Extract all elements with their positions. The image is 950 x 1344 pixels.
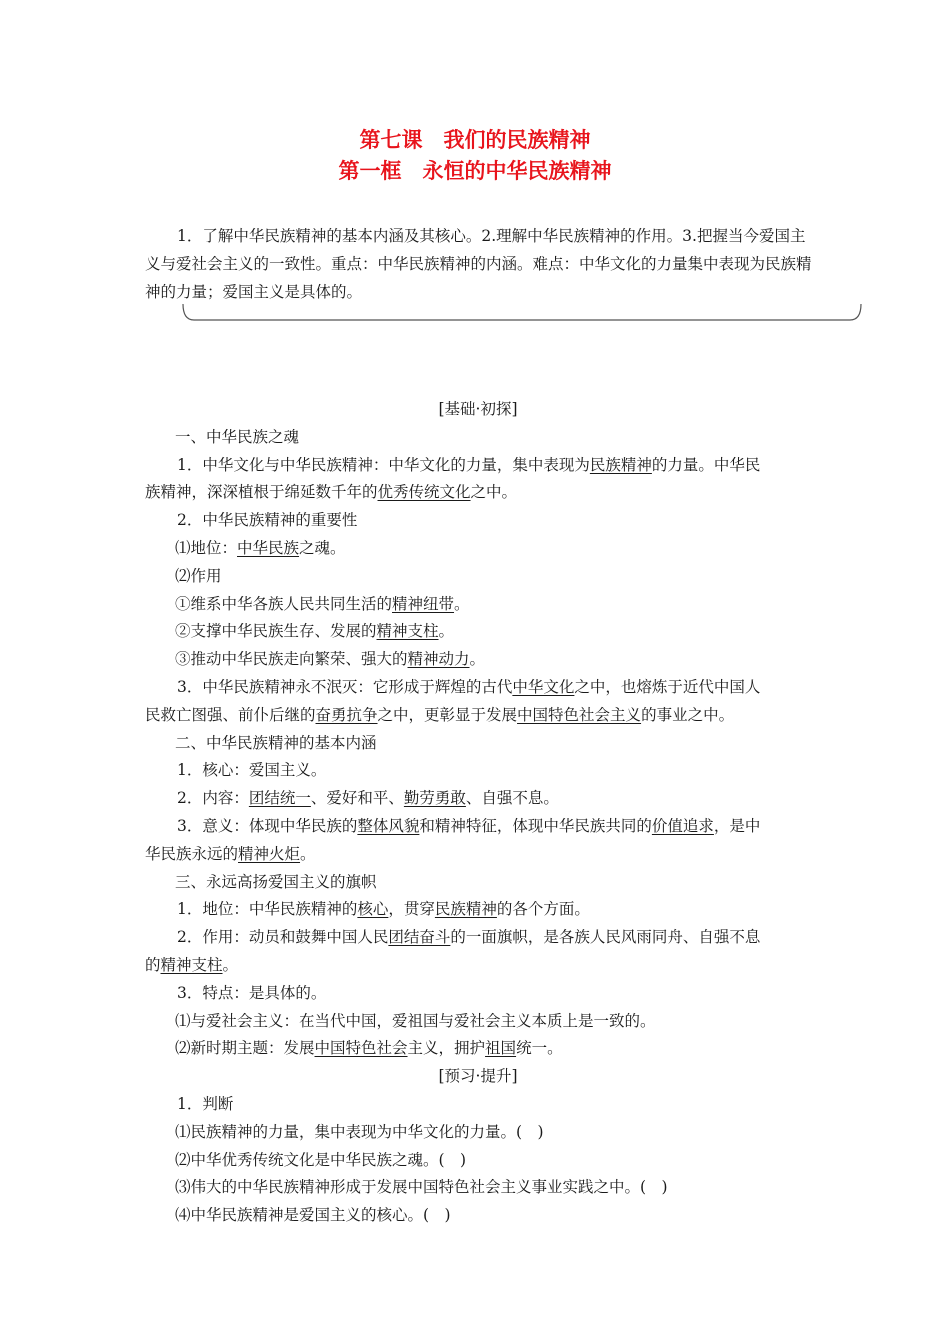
- exercise-item: ⑶伟大的中华民族精神形成于发展中国特色社会主义事业实践之中。( ): [175, 1178, 668, 1197]
- text: 。: [222, 955, 239, 974]
- section-preview-header: [预习·提升]: [438, 1067, 518, 1086]
- text: 的各个方面。: [496, 900, 590, 919]
- exercise-heading: 1．判断: [177, 1094, 234, 1113]
- lesson-title: 第七课 我们的民族精神: [359, 128, 591, 152]
- paragraph: [145, 924, 811, 952]
- exercise-item: ⑴民族精神的力量，集中表现为中华文化的力量。( ): [175, 1122, 544, 1141]
- text: 1．中华文化与中华民族精神：中华文化的力量，集中表现为: [177, 455, 590, 474]
- text: 。: [438, 622, 455, 641]
- text: 之中。: [470, 483, 518, 502]
- text: 。: [469, 650, 486, 669]
- section-basic-header: [基础·初探]: [438, 400, 518, 418]
- text: 3．中华民族精神永不泯灭：它形成于辉煌的古代: [177, 677, 513, 696]
- key-term: 团结奋斗: [388, 928, 451, 947]
- heading-1: 一、中华民族之魂: [175, 427, 300, 446]
- text: 华民族永远的: [145, 844, 239, 863]
- text: 1．地位：中华民族精神的: [177, 900, 358, 919]
- paragraph: [145, 479, 811, 507]
- heading-2: 二、中华民族精神的基本内涵: [175, 733, 377, 752]
- key-term: 祖国: [485, 1039, 517, 1058]
- key-term: 奋勇抗争: [315, 705, 378, 724]
- paragraph: [145, 785, 811, 813]
- paragraph: [145, 841, 811, 869]
- key-term: 精神动力: [407, 650, 470, 669]
- section-title: 第一框 永恒的中华民族精神: [338, 159, 612, 183]
- subheading: 2．中华民族精神的重要性: [177, 511, 358, 530]
- text: 和精神特征，体现中华民族共同的: [419, 816, 652, 835]
- paragraph: [145, 952, 811, 980]
- key-term: 民族精神: [434, 900, 497, 919]
- list-item: [145, 1035, 811, 1063]
- list-item: [145, 618, 811, 646]
- text: ②支撑中华民族生存、发展的: [175, 622, 377, 641]
- key-term: 整体风貌: [357, 816, 420, 835]
- list-item: [145, 646, 811, 674]
- text: 之中，也熔炼于近代中国人: [574, 677, 761, 696]
- key-term: 中国特色社会主义: [517, 705, 642, 724]
- text: 的: [145, 955, 161, 974]
- paragraph: 1．核心：爱国主义。: [177, 761, 327, 780]
- key-term: 民族精神: [589, 455, 652, 474]
- key-term: 精神纽带: [392, 594, 455, 613]
- paragraph: [145, 813, 811, 841]
- text: 民救亡图强、前仆后继的: [145, 705, 316, 724]
- text: ⑵新时期主题：发展: [175, 1039, 315, 1058]
- key-term: 勤劳勇敢: [403, 789, 466, 808]
- key-term: 价值追求: [651, 816, 714, 835]
- text: 2．内容：: [177, 789, 249, 808]
- text: 的力量。中华民: [651, 455, 761, 474]
- paragraph: 3．特点：是具体的。: [177, 983, 327, 1002]
- paragraph: [145, 674, 811, 702]
- text: 、爱好和平、: [310, 789, 404, 808]
- exercise-item: ⑷中华民族精神是爱国主义的核心。( ): [175, 1206, 451, 1225]
- objectives-bracket: [182, 302, 862, 322]
- list-item: [145, 535, 811, 563]
- key-term: 优秀传统文化: [377, 483, 471, 502]
- paragraph: [145, 702, 811, 730]
- text: ，贯穿: [388, 900, 435, 919]
- key-term: 核心: [357, 900, 389, 919]
- text: 。: [454, 594, 470, 613]
- list-item: ⑵作用: [175, 566, 222, 585]
- text: 之魂。: [299, 538, 346, 557]
- text: 3．意义：体现中华民族的: [177, 816, 358, 835]
- heading-3: 三、永远高扬爱国主义的旗帜: [175, 872, 377, 891]
- exercise-item: ⑵中华优秀传统文化是中华民族之魂。( ): [175, 1150, 467, 1169]
- list-item: ⑴与爱社会主义：在当代中国，爱祖国与爱社会主义本质上是一致的。: [175, 1011, 656, 1030]
- text: ，是中: [713, 816, 761, 835]
- text: 族精神，深深植根于绵延数千年的: [145, 483, 378, 502]
- paragraph: [145, 896, 811, 924]
- key-term: 中华民族: [237, 538, 300, 557]
- text: ③推动中华民族走向繁荣、强大的: [175, 650, 408, 669]
- paragraph: [145, 452, 811, 480]
- text: 主义，拥护: [407, 1039, 486, 1058]
- text: 统一。: [516, 1039, 563, 1058]
- key-term: 精神支柱: [160, 955, 223, 974]
- text: 、自强不息。: [465, 789, 559, 808]
- text: 的事业之中。: [641, 705, 735, 724]
- key-term: 团结统一: [248, 789, 311, 808]
- text: ⑴地位：: [175, 538, 238, 557]
- key-term: 精神火炬: [238, 844, 301, 863]
- learning-objectives: 1．了解中华民族精神的基本内涵及其核心。2.理解中华民族精神的作用。3.把握当今爱国主义与爱社会主义的一致性。重点：中华民族精神的内涵。难点：中华文化的力量集中表现为民族精神的力量；爱国主义是具体的。: [145, 227, 812, 301]
- text: ①维系中华各族人民共同生活的: [175, 594, 393, 613]
- key-term: 中国特色社会: [314, 1039, 408, 1058]
- content-body: [145, 396, 811, 1230]
- list-item: [145, 591, 811, 619]
- text: 的一面旗帜，是各族人民风雨同舟、自强不息: [450, 928, 761, 947]
- key-term: 中华文化: [512, 677, 575, 696]
- text: 2．作用：动员和鼓舞中国人民: [177, 928, 389, 947]
- key-term: 精神支柱: [376, 622, 439, 641]
- text: 。: [300, 844, 316, 863]
- text: 之中，更彰显于发展: [377, 705, 518, 724]
